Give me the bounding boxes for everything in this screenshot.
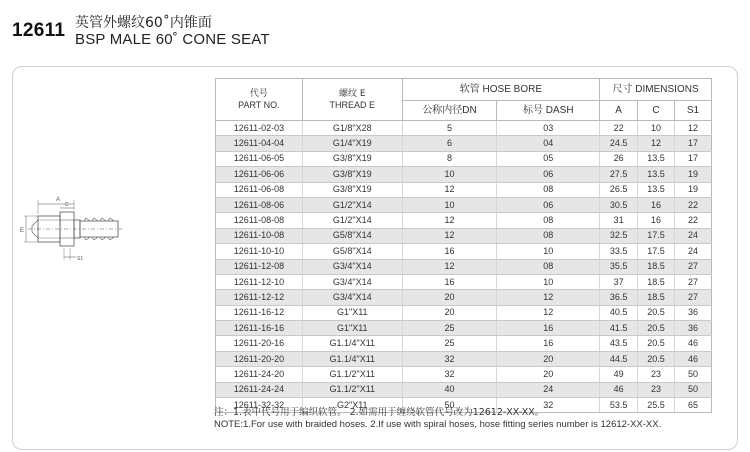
table-row	[216, 305, 712, 320]
cell-dn: 20	[402, 290, 497, 305]
cell-s1: 27	[675, 274, 712, 289]
cell-c: 13.5	[638, 167, 675, 182]
cell-s1: 50	[675, 367, 712, 382]
cell-thread: G5/8"X14	[302, 244, 402, 259]
label-a: A	[56, 197, 61, 203]
cell-part: 12611-04-04	[216, 136, 303, 151]
cell-s1: 46	[675, 336, 712, 351]
cell-a: 36.5	[600, 290, 638, 305]
cell-thread: G3/4"X14	[302, 274, 402, 289]
table-row	[216, 136, 712, 151]
cell-dn: 10	[402, 167, 497, 182]
cell-dash: 20	[497, 367, 600, 382]
cell-part: 12611-24-20	[216, 367, 303, 382]
cell-dn: 12	[402, 259, 497, 274]
cell-part: 12611-20-20	[216, 351, 303, 366]
cell-a: 35.5	[600, 259, 638, 274]
cell-c: 25.5	[638, 398, 675, 413]
cell-thread: G1/8"X28	[302, 121, 402, 136]
cell-s1: 27	[675, 290, 712, 305]
cell-a: 44.5	[600, 351, 638, 366]
cell-a: 33.5	[600, 244, 638, 259]
cell-part: 12611-12-08	[216, 259, 303, 274]
cell-part: 12611-10-10	[216, 244, 303, 259]
cell-thread: G1"X11	[302, 321, 402, 336]
cell-dash: 08	[497, 259, 600, 274]
table-row	[216, 290, 712, 305]
header-hose-bore: 软管 HOSE BORE	[402, 79, 599, 101]
table-row	[216, 121, 712, 136]
cell-c: 12	[638, 136, 675, 151]
cell-part: 12611-12-12	[216, 290, 303, 305]
table-row	[216, 167, 712, 182]
cell-c: 20.5	[638, 321, 675, 336]
cell-a: 32.5	[600, 228, 638, 243]
cell-dash: 06	[497, 197, 600, 212]
cell-part: 12611-06-05	[216, 151, 303, 166]
product-code: 12611	[12, 20, 66, 41]
cell-c: 10	[638, 121, 675, 136]
header-a: A	[600, 101, 638, 121]
cell-dash: 10	[497, 244, 600, 259]
cell-a: 43.5	[600, 336, 638, 351]
cell-part: 12611-08-06	[216, 197, 303, 212]
note-chinese: 注：1.表中代号用于编织软管。 2.如需用于缠绕软管代号改为12612-XX-XX。	[214, 407, 545, 418]
cell-a: 31	[600, 213, 638, 228]
cell-thread: G2"X11	[302, 398, 402, 413]
cell-s1: 22	[675, 197, 712, 212]
cell-part: 12611-32-32	[216, 398, 303, 413]
cell-part: 12611-24-24	[216, 382, 303, 397]
cell-a: 46	[600, 382, 638, 397]
cell-dash: 20	[497, 351, 600, 366]
table-row	[216, 182, 712, 197]
cell-dn: 20	[402, 305, 497, 320]
cell-c: 20.5	[638, 351, 675, 366]
cell-c: 16	[638, 197, 675, 212]
header-dn: 公称内径DN	[402, 101, 497, 121]
cell-thread: G1.1/4"X11	[302, 336, 402, 351]
cell-part: 12611-02-03	[216, 121, 303, 136]
cell-c: 13.5	[638, 151, 675, 166]
cell-dash: 32	[497, 398, 600, 413]
cell-c: 16	[638, 213, 675, 228]
cell-s1: 36	[675, 321, 712, 336]
fitting-drawing	[18, 190, 138, 290]
cell-a: 49	[600, 367, 638, 382]
cell-a: 37	[600, 274, 638, 289]
cell-dn: 10	[402, 197, 497, 212]
cell-s1: 27	[675, 259, 712, 274]
cell-s1: 46	[675, 351, 712, 366]
cell-s1: 19	[675, 182, 712, 197]
cell-dn: 16	[402, 244, 497, 259]
cell-dash: 10	[497, 274, 600, 289]
cell-s1: 36	[675, 305, 712, 320]
cell-a: 30.5	[600, 197, 638, 212]
cell-dash: 08	[497, 182, 600, 197]
label-e: E	[20, 228, 25, 234]
cell-dn: 5	[402, 121, 497, 136]
table-row	[216, 321, 712, 336]
cell-a: 40.5	[600, 305, 638, 320]
cell-dash: 16	[497, 321, 600, 336]
table-row	[216, 336, 712, 351]
cell-part: 12611-08-08	[216, 213, 303, 228]
cell-thread: G5/8"X14	[302, 228, 402, 243]
cell-dn: 50	[402, 398, 497, 413]
cell-thread: G3/4"X14	[302, 259, 402, 274]
cell-s1: 17	[675, 136, 712, 151]
cell-part: 12611-10-08	[216, 228, 303, 243]
cell-c: 20.5	[638, 305, 675, 320]
label-c: C	[65, 202, 69, 208]
title-english: BSP MALE 60˚ CONE SEAT	[75, 31, 270, 48]
cell-thread: G1"X11	[302, 305, 402, 320]
cell-thread: G1.1/2"X11	[302, 367, 402, 382]
cell-part: 12611-20-16	[216, 336, 303, 351]
cell-dn: 16	[402, 274, 497, 289]
cell-dash: 16	[497, 336, 600, 351]
cell-thread: G1/4"X19	[302, 136, 402, 151]
cell-dash: 12	[497, 290, 600, 305]
table-row	[216, 213, 712, 228]
cell-c: 18.5	[638, 259, 675, 274]
cell-s1: 17	[675, 151, 712, 166]
cell-a: 53.5	[600, 398, 638, 413]
cell-a: 41.5	[600, 321, 638, 336]
cell-dash: 03	[497, 121, 600, 136]
cell-c: 18.5	[638, 274, 675, 289]
cell-dn: 40	[402, 382, 497, 397]
cell-c: 23	[638, 367, 675, 382]
header-s1: S1	[675, 101, 712, 121]
cell-s1: 24	[675, 244, 712, 259]
cell-s1: 19	[675, 167, 712, 182]
cell-c: 13.5	[638, 182, 675, 197]
cell-s1: 24	[675, 228, 712, 243]
cell-thread: G1/2"X14	[302, 213, 402, 228]
spec-table	[215, 78, 712, 413]
spec-table-body	[216, 121, 712, 413]
cell-c: 18.5	[638, 290, 675, 305]
title-chinese: 英管外螺纹60˚内锥面	[75, 15, 212, 31]
cell-a: 26	[600, 151, 638, 166]
cell-c: 17.5	[638, 244, 675, 259]
table-row	[216, 259, 712, 274]
cell-s1: 12	[675, 121, 712, 136]
cell-dn: 25	[402, 336, 497, 351]
cell-a: 27.5	[600, 167, 638, 182]
cell-thread: G3/8"X19	[302, 182, 402, 197]
cell-dn: 25	[402, 321, 497, 336]
table-row	[216, 244, 712, 259]
cell-s1: 50	[675, 382, 712, 397]
note-english: NOTE:1.For use with braided hoses. 2.If use with spiral hoses, hose fitting series number is 12612-XX-XX.	[214, 419, 662, 430]
cell-part: 12611-06-08	[216, 182, 303, 197]
cell-part: 12611-12-10	[216, 274, 303, 289]
cell-part: 12611-16-16	[216, 321, 303, 336]
cell-a: 26.5	[600, 182, 638, 197]
table-row	[216, 197, 712, 212]
cell-thread: G3/8"X19	[302, 167, 402, 182]
cell-a: 22	[600, 121, 638, 136]
label-s1: S1	[77, 256, 84, 262]
table-row	[216, 274, 712, 289]
cell-a: 24.5	[600, 136, 638, 151]
header-part-no: 代号 PART NO.	[216, 79, 303, 121]
cell-c: 23	[638, 382, 675, 397]
cell-thread: G1.1/4"X11	[302, 351, 402, 366]
table-row	[216, 367, 712, 382]
cell-dn: 12	[402, 182, 497, 197]
cell-part: 12611-16-12	[216, 305, 303, 320]
cell-dn: 8	[402, 151, 497, 166]
cell-thread: G1.1/2"X11	[302, 382, 402, 397]
cell-thread: G3/8"X19	[302, 151, 402, 166]
cell-dn: 12	[402, 228, 497, 243]
cell-dash: 12	[497, 305, 600, 320]
cell-s1: 22	[675, 213, 712, 228]
cell-dash: 06	[497, 167, 600, 182]
cell-dash: 04	[497, 136, 600, 151]
cell-dn: 32	[402, 351, 497, 366]
header-c: C	[638, 101, 675, 121]
cell-s1: 65	[675, 398, 712, 413]
table-row	[216, 151, 712, 166]
cell-c: 20.5	[638, 336, 675, 351]
header-thread: 螺纹 E THREAD E	[302, 79, 402, 121]
cell-dash: 05	[497, 151, 600, 166]
header-dimensions: 尺寸 DIMENSIONS	[600, 79, 712, 101]
cell-c: 17.5	[638, 228, 675, 243]
cell-part: 12611-06-06	[216, 167, 303, 182]
header-dash: 标号 DASH	[497, 101, 600, 121]
cell-dash: 08	[497, 213, 600, 228]
cell-thread: G3/4"X14	[302, 290, 402, 305]
table-row	[216, 351, 712, 366]
cell-dn: 12	[402, 213, 497, 228]
cell-dash: 08	[497, 228, 600, 243]
cell-dash: 24	[497, 382, 600, 397]
cell-dn: 32	[402, 367, 497, 382]
table-row	[216, 228, 712, 243]
cell-thread: G1/2"X14	[302, 197, 402, 212]
cell-dn: 6	[402, 136, 497, 151]
table-row	[216, 382, 712, 397]
